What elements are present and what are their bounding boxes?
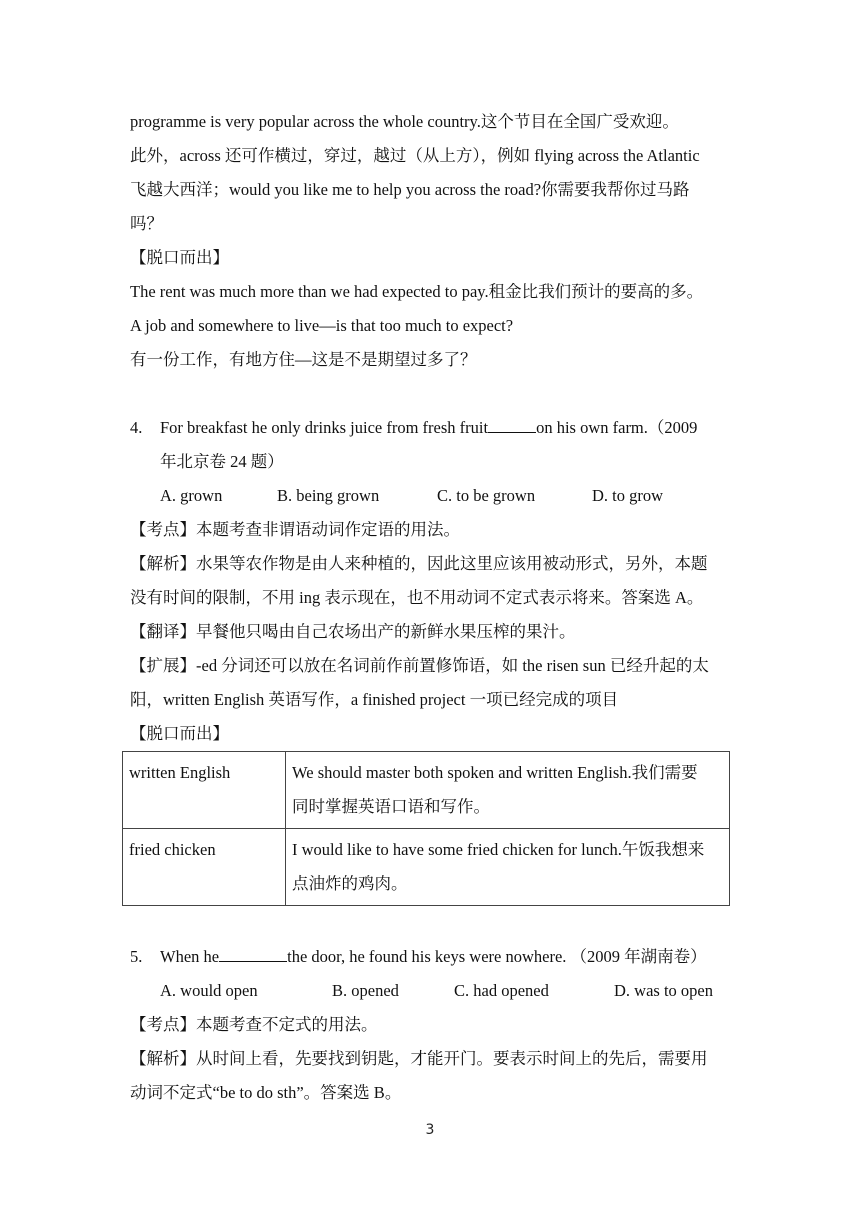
table-row — [123, 829, 730, 906]
kuozhan: 【扩展】-ed 分词还可以放在名词前作前置修饰语，如 the risen sun 已经升起的太 — [130, 656, 709, 675]
option-d: D. was to open — [614, 981, 713, 1000]
option-a: A. grown — [160, 486, 223, 505]
question-text: the door, he found his keys were nowhere. （2009 年湖南卷） — [287, 947, 707, 966]
table-term: fried chicken — [123, 829, 286, 906]
question-5 — [130, 940, 738, 974]
jiexi: 【解析】从时间上看，先要找到钥匙，才能开门。要表示时间上的先后，需要用 — [130, 1049, 708, 1068]
fanyi: 【翻译】早餐他只喝由自己农场出产的新鲜水果压榨的果汁。 — [130, 622, 576, 641]
section-heading: 【脱口而出】 — [130, 724, 229, 743]
page-number: 3 — [425, 1122, 435, 1138]
table-row — [123, 752, 730, 829]
text-line: 吗？ — [130, 214, 163, 233]
kuozhan: 阳，written English 英语写作，a finished project 一项已经完成的项目 — [130, 690, 619, 709]
document-page — [130, 105, 738, 1110]
question-4 — [130, 411, 738, 445]
text-line: 飞越大西洋；would you like me to help you across the road?你需要我帮你过马路 — [130, 180, 690, 199]
table-term: written English — [123, 752, 286, 829]
question-text: For breakfast he only drinks juice from fresh fruit — [160, 418, 489, 437]
options-row — [160, 974, 738, 1008]
option-c: C. had opened — [454, 981, 549, 1000]
table-example-line: 同时掌握英语口语和写作。 — [292, 797, 490, 816]
table-example-line: We should master both spoken and written English.我们需要 — [292, 763, 698, 782]
kaodian: 【考点】本题考查非谓语动词作定语的用法。 — [130, 520, 460, 539]
option-a: A. would open — [160, 981, 258, 1000]
options-row — [160, 479, 738, 513]
text-line: 此外，across 还可作横过，穿过，越过（从上方），例如 flying across the Atlantic — [130, 146, 700, 165]
example-sentence: The rent was much more than we had expected to pay.租金比我们预计的要高的多。 — [130, 282, 704, 301]
question-text: 年北京卷 24 题） — [160, 452, 284, 471]
jiexi: 没有时间的限制，不用 ing 表示现在，也不用动词不定式表示将来。答案选 A。 — [130, 588, 704, 607]
table-example — [286, 752, 730, 829]
option-b: B. opened — [332, 981, 399, 1000]
option-d: D. to grow — [592, 486, 664, 505]
option-c: C. to be grown — [437, 486, 536, 505]
question-text: on his own farm.（2009 — [536, 418, 698, 437]
table-example — [286, 829, 730, 906]
example-translation: 有一份工作，有地方住—这是不是期望过多了？ — [130, 350, 477, 369]
example-table — [122, 751, 730, 906]
section-heading: 【脱口而出】 — [130, 248, 229, 267]
question-number: 4. — [130, 418, 143, 437]
answer-blank — [219, 943, 287, 962]
text-line: programme is very popular across the whole country.这个节目在全国广受欢迎。 — [130, 112, 679, 131]
question-number: 5. — [130, 947, 143, 966]
example-sentence: A job and somewhere to live—is that too much to expect? — [130, 316, 514, 335]
table-example-line: I would like to have some fried chicken for lunch.午饭我想来 — [292, 840, 705, 859]
option-b: B. being grown — [277, 486, 380, 505]
question-text: When he — [160, 947, 220, 966]
jiexi: 【解析】水果等农作物是由人来种植的，因此这里应该用被动形式，另外，本题 — [130, 554, 708, 573]
jiexi: 动词不定式“be to do sth”。答案选 B。 — [130, 1083, 402, 1102]
table-example-line: 点油炸的鸡肉。 — [292, 874, 408, 893]
kaodian: 【考点】本题考查不定式的用法。 — [130, 1015, 378, 1034]
answer-blank — [488, 414, 536, 433]
